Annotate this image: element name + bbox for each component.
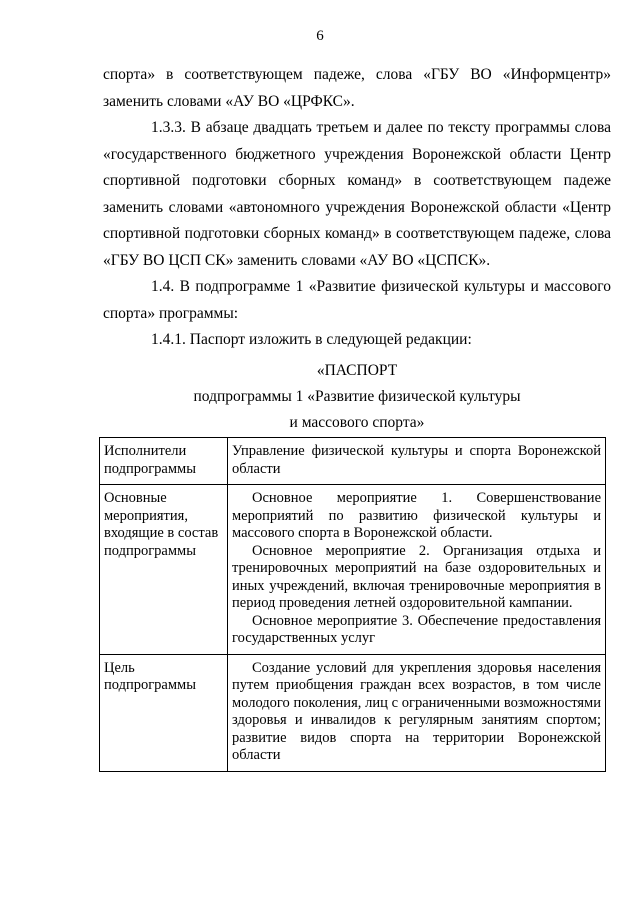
table-row [100, 438, 606, 485]
page-number: 6 [316, 28, 324, 44]
document-body [103, 62, 611, 436]
passport-heading [103, 358, 611, 436]
paragraph: спорта» в соответствующем падеже, слова «ГБУ ВО «Информцентр» заменить словами «АУ ВО «ЦРФКС». [103, 66, 611, 110]
passport-subtitle-line1: подпрограммы 1 «Развитие физической культуры [193, 387, 521, 405]
row-value-paragraph: Управление физической культуры и спорта Воронежской области [232, 443, 601, 477]
row-value-paragraph: Основное мероприятие 2. Организация отдыха и тренировочных мероприятий на базе оздоровительных и иных учреждений, включая тренировочные мероприятия в период проведения летней оздоровительной кампании. [232, 542, 601, 611]
row-value-paragraph: Создание условий для укрепления здоровья населения путем приобщения граждан всех возрастов, в том числе молодого поколения, лиц с ограниченными возможностями здоровья и инвалидов к регулярным занятиям спортом; развитие видов спорта на территории Воронежской области [232, 659, 601, 763]
paragraph: 1.4.1. Паспорт изложить в следующей редакции: [151, 331, 472, 348]
row-value [228, 485, 606, 655]
row-label: Основные мероприятия, входящие в состав подпрограммы [100, 485, 228, 655]
row-label: Исполнители подпрограммы [100, 438, 228, 485]
row-value-paragraph: Основное мероприятие 3. Обеспечение предоставления государственных услуг [232, 612, 601, 646]
passport-title: «ПАСПОРТ [316, 361, 398, 379]
passport-table [99, 437, 606, 772]
paragraph: 1.4. В подпрограмме 1 «Развитие физической культуры и массового спорта» программы: [103, 278, 611, 322]
row-value-paragraph: Основное мероприятие 1. Совершенствование мероприятий по развитию физической культуры и массового спорта в Воронежской области. [232, 490, 601, 541]
row-value [228, 654, 606, 771]
passport-subtitle-line2: и массового спорта» [289, 413, 425, 431]
table-row [100, 654, 606, 771]
table-row [100, 485, 606, 655]
row-label: Цель подпрограммы [100, 654, 228, 771]
paragraph: 1.3.3. В абзаце двадцать третьем и далее по тексту программы слова «государственного бюджетного учреждения Воронежской области Центр спортивной подготовки сборных команд» в соответствующем падеже заменить словами «автономного учреждения Воронежской области «Центр спортивной подготовки сборных команд» в соответствующем падеже, слова «ГБУ ВО ЦСП СК» заменить словами «АУ ВО «ЦСПСК». [103, 119, 611, 269]
row-value [228, 438, 606, 485]
